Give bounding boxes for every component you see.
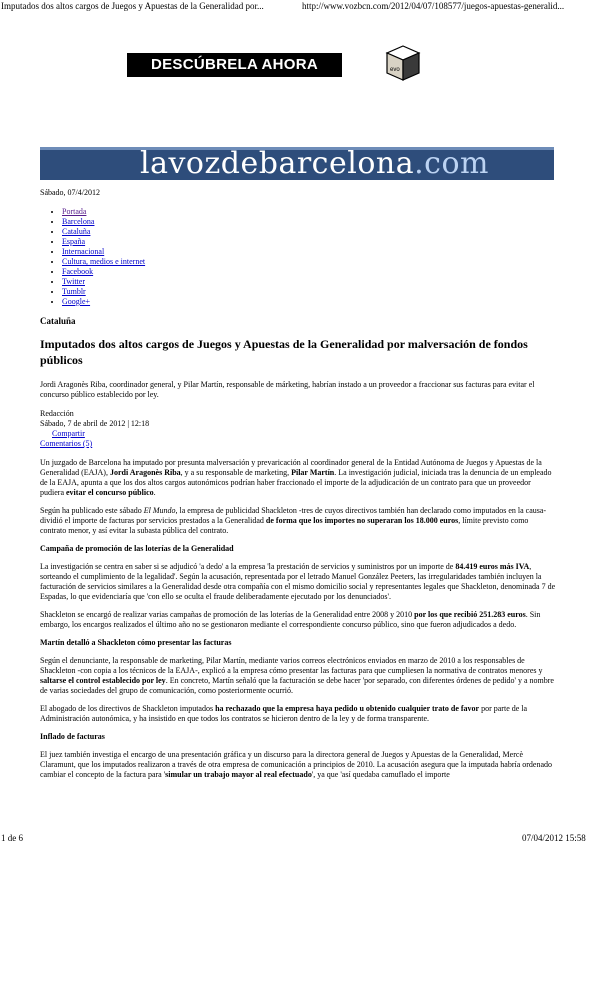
section-label: Cataluña <box>40 316 76 326</box>
print-timestamp: 07/04/2012 15:58 <box>522 833 586 843</box>
nav-item <box>62 287 556 297</box>
ad-cube-logo[interactable] <box>384 44 422 82</box>
site-logo-tld: .com <box>414 147 489 180</box>
nav-link-barcelona[interactable]: Barcelona <box>62 217 95 226</box>
article-title: Imputados dos altos cargos de Juegos y Apuestas de la Generalidad por malversación de fondos públicos <box>40 337 528 367</box>
site-logo <box>140 147 489 180</box>
comments-link[interactable]: Comentarios (5) <box>40 439 93 448</box>
nav-item <box>62 247 556 257</box>
issue-date: Sábado, 07/4/2012 <box>40 188 100 197</box>
nav-link-googleplus[interactable]: Google+ <box>62 297 91 306</box>
site-logo-name: lavozdebarcelona <box>140 147 415 180</box>
article-datetime: Sábado, 7 de abril de 2012 | 12:18 <box>40 419 150 428</box>
subheading: Martín detalló a Shackleton cómo presentar las facturas <box>40 638 232 647</box>
nav-item <box>62 297 556 307</box>
article-content <box>40 188 556 788</box>
subheading: Inflado de facturas <box>40 732 105 741</box>
ad-banner-button[interactable]: DESCÚBRELA AHORA <box>127 53 342 77</box>
nav-item <box>62 267 556 277</box>
article-author: Redacción <box>40 409 74 418</box>
nav-link-cultura[interactable]: Cultura, medios e internet <box>62 257 146 266</box>
article-lede: Jordi Aragonès Riba, coordinador general, y Pilar Martín, responsable de márketing, habrían instado a un proveedor a fraccionar sus facturas para evitar el concurso público establecido por ley. <box>40 380 535 399</box>
share-link[interactable]: Compartir <box>52 429 85 438</box>
nav-item <box>62 277 556 287</box>
print-header <box>0 0 600 12</box>
article-paragraph: La investigación se centra en saber si se adjudicó 'a dedo' a la empresa 'la prestación de servicios y suministros por un importe de 84.419 euros más IVA, sorteando el cumplimiento de la legalidad'. Según la acusación, representada por el letrado Manuel González Peeters, las irregularidades también incluyen la facturación de servicios similares a la Generalidad desde otra compañía con el mismo domicilio social y representantes legales que Shackleton, denominada 7 de Espadas, lo que evidenciaría que 'con ello se oculta el fraude deliberadamente ejecutado por los denunciados'. <box>40 562 556 601</box>
article-paragraph: El juez también investiga el encargo de una presentación gráfica y un discurso para la directora general de Juegos y Apuestas de la Generalidad, Mercè Claramunt, que los imputados realizaron a través de otra empresa de comunicación a principios de 2010. La acusación asegura que la imputada habría ordenado cambiar el concepto de la factura para 'simular un trabajo mayor al real efectuado', ya que 'así quedaba camuflado el importe <box>40 750 553 779</box>
nav-link-twitter[interactable]: Twitter <box>62 277 85 286</box>
nav-item <box>62 207 556 217</box>
article-meta <box>40 409 556 449</box>
page-url: http://www.vozbcn.com/2012/04/07/108577/juegos-apuestas-generalid... <box>302 1 565 11</box>
nav-link-facebook[interactable]: Facebook <box>62 267 94 276</box>
nav-item <box>62 227 556 237</box>
nav-list <box>40 207 556 307</box>
ad-cube-label: evo <box>390 67 400 73</box>
article-paragraph: Shackleton se encargó de realizar varias campañas de promoción de las loterías de la Generalidad entre 2008 y 2010 por los que recibió 251.283 euros. Sin embargo, los encargos realizados el último año no se gestionaron mediante el correspondiente concurso público, sino que fueron adjudicados a dedo. <box>40 610 541 629</box>
page-title: Imputados dos altos cargos de Juegos y Apuestas de la Generalidad por... <box>1 1 264 11</box>
page-number: 1 de 6 <box>1 833 23 843</box>
site-banner[interactable] <box>40 147 554 180</box>
subheading: Campaña de promoción de las loterías de la Generalidad <box>40 544 234 553</box>
nav-link-cataluna[interactable]: Cataluña <box>62 227 91 236</box>
nav-link-internacional[interactable]: Internacional <box>62 247 105 256</box>
nav-link-tumblr[interactable]: Tumblr <box>62 287 86 296</box>
article-paragraph: Según el denunciante, la responsable de marketing, Pilar Martín, mediante varios correos electrónicos enviados en marzo de 2010 a los responsables de Shackleton -con copia a los técnicos de la EAJA-, explicó a la empresa cómo presentar las facturas para que cumpliesen la normativa de contratos menores y saltarse el control establecido por ley. En concreto, Martín señaló que la facturación se debe hacer 'por separado, con diferentes órdenes de pedido' y a nombre de varias sociedades del grupo de comunicación, como posteriormente ocurrió. <box>40 656 554 695</box>
nav-link-portada[interactable]: Portada <box>62 207 87 216</box>
article-paragraph: Según ha publicado este sábado El Mundo, la empresa de publicidad Shackleton -tres de cuyos directivos también han declarado como imputados en la causa- dividió el importe de facturas por servicios prestados a la Generalidad de forma que los importes no superaran los 18.000 euros, límite previsto como contrato menor, y así evitar la subasta pública del contrato. <box>40 506 547 535</box>
article-paragraph: El abogado de los directivos de Shackleton imputados ha rechazado que la empresa haya pedido u obtenido cualquier trato de favor por parte de la Administración autonómica, y ha insistido en que todos los contratos se hicieron dentro de la ley y de forma transparente. <box>40 704 528 723</box>
nav-item <box>62 237 556 247</box>
nav-item <box>62 217 556 227</box>
nav-link-espana[interactable]: España <box>62 237 86 246</box>
nav-item <box>62 257 556 267</box>
article-paragraph: Un juzgado de Barcelona ha imputado por presunta malversación y prevaricación al coordinador general de la Entidad Autónoma de Juegos y Apuestas de la Generalidad (EAJA), Jordi Aragonès Riba, y a su responsable de marketing, Pilar Martín. La investigación judicial, iniciada tras la denuncia de un empleado de la EAJA, apunta a que los dos altos cargos autonómicos podrían haber fraccionado el importe de la adjudicación de un contrato para que un proveedor pudiera evitar el concurso público. <box>40 458 552 497</box>
